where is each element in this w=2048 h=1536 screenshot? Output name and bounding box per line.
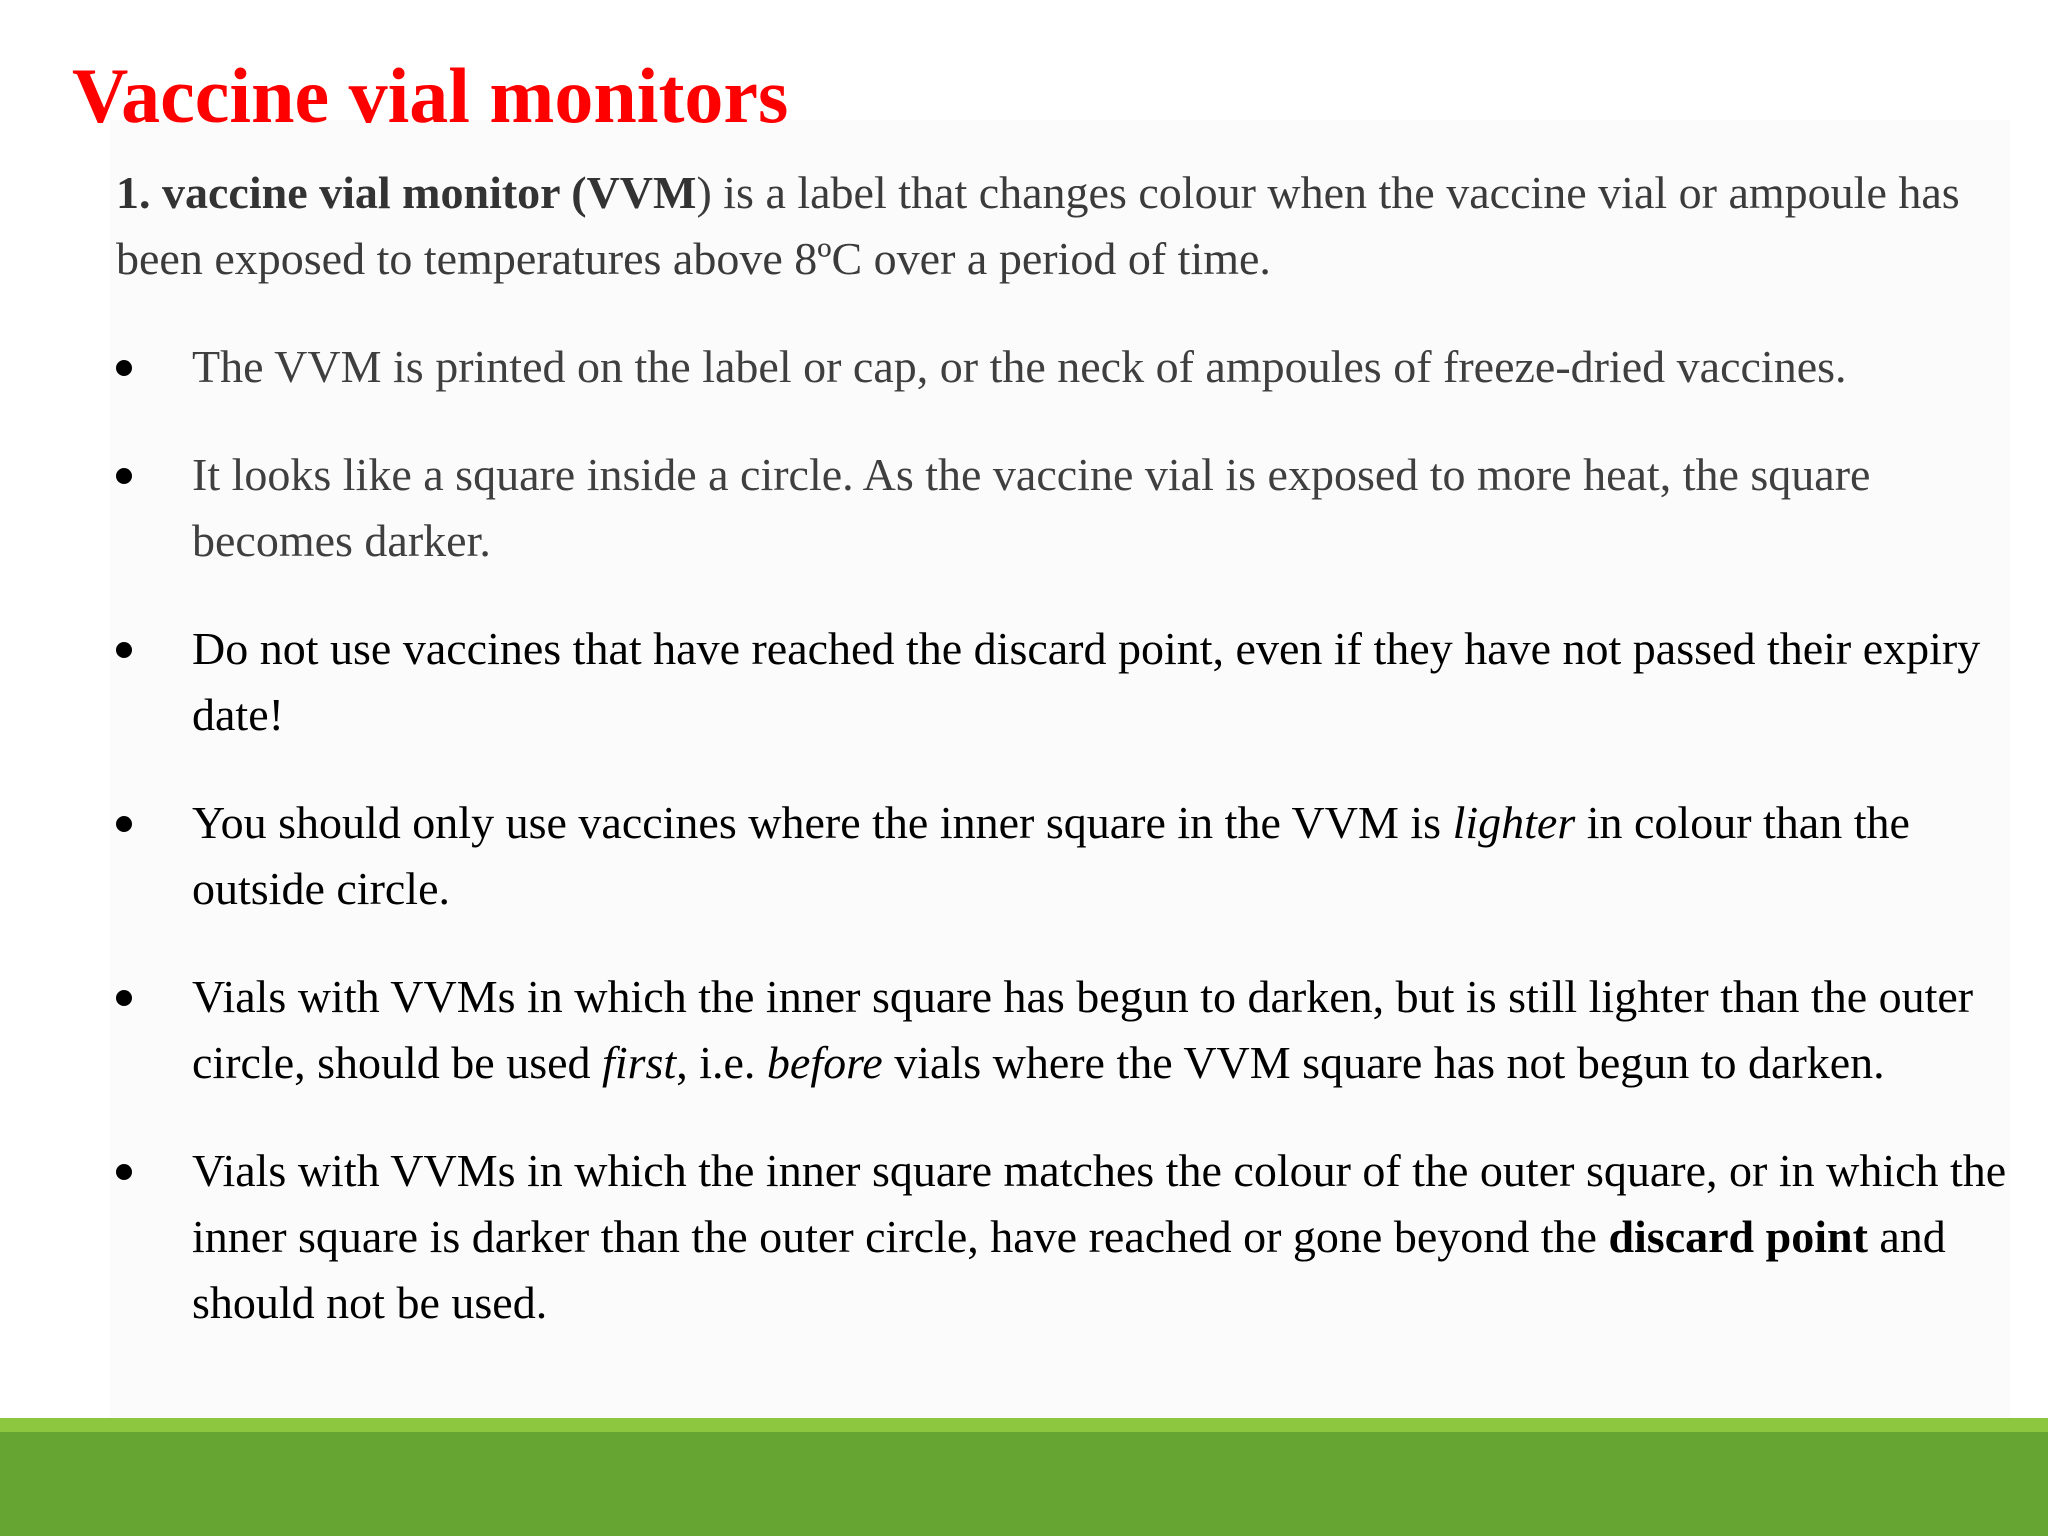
bullet-item-discard-warning: [0, 616, 2012, 748]
bullet-emphasis: lighter: [1452, 797, 1576, 848]
bullet-dot-icon: [116, 468, 132, 484]
slide-title: Vaccine vial monitors: [72, 52, 789, 139]
bullet-item-lighter-rule: [0, 790, 2012, 922]
intro-paragraph: [116, 160, 1996, 292]
bullet-dot-icon: [116, 1164, 132, 1180]
bullet-text-mid: , i.e.: [676, 1037, 767, 1088]
bullet-item-use-first: [0, 964, 2012, 1096]
bullet-emphasis-before: before: [766, 1037, 883, 1088]
footer-bar: [0, 1432, 2048, 1536]
bullet-emphasis-first: first: [602, 1037, 677, 1088]
bullet-text: It looks like a square inside a circle. As the vaccine vial is exposed to more heat, the square becomes darker.: [192, 449, 1871, 566]
bullet-text: The VVM is printed on the label or cap, or the neck of ampoules of freeze-dried vaccines.: [192, 341, 1847, 392]
bullet-dot-icon: [116, 990, 132, 1006]
bullet-dot-icon: [116, 816, 132, 832]
footer-accent-line: [0, 1418, 2048, 1432]
bullet-list: [0, 334, 2048, 1378]
bullet-dot-icon: [116, 360, 132, 376]
bullet-text-pre: You should only use vaccines where the inner square in the VVM is: [192, 797, 1453, 848]
bullet-strong-discard-point: discard point: [1608, 1211, 1868, 1262]
bullet-item-printed-location: [0, 334, 2012, 400]
bullet-text-post: and should not be used.: [192, 1211, 1946, 1328]
bullet-text: Do not use vaccines that have reached the discard point, even if they have not passed their expiry date!: [192, 623, 1981, 740]
bullet-text-post: in colour than the outside circle.: [192, 797, 1910, 914]
bullet-dot-icon: [116, 642, 132, 658]
intro-bold-lead: 1. vaccine vial monitor (VVM: [116, 167, 697, 218]
intro-rest: ) is a label that changes colour when the vaccine vial or ampoule has been exposed to temperatures above 8ºC over a period of time.: [116, 167, 1960, 284]
bullet-item-discard-point: [0, 1138, 2012, 1336]
bullet-text-pre: Vials with VVMs in which the inner square has begun to darken, but is still lighter than the outer circle, should be used: [192, 971, 1974, 1088]
bullet-text-post: vials where the VVM square has not begun to darken.: [882, 1037, 1885, 1088]
bullet-text-pre: Vials with VVMs in which the inner square matches the colour of the outer square, or in which the inner square is darker than the outer circle, have reached or gone beyond the: [192, 1145, 2007, 1262]
bullet-item-appearance: [0, 442, 2012, 574]
